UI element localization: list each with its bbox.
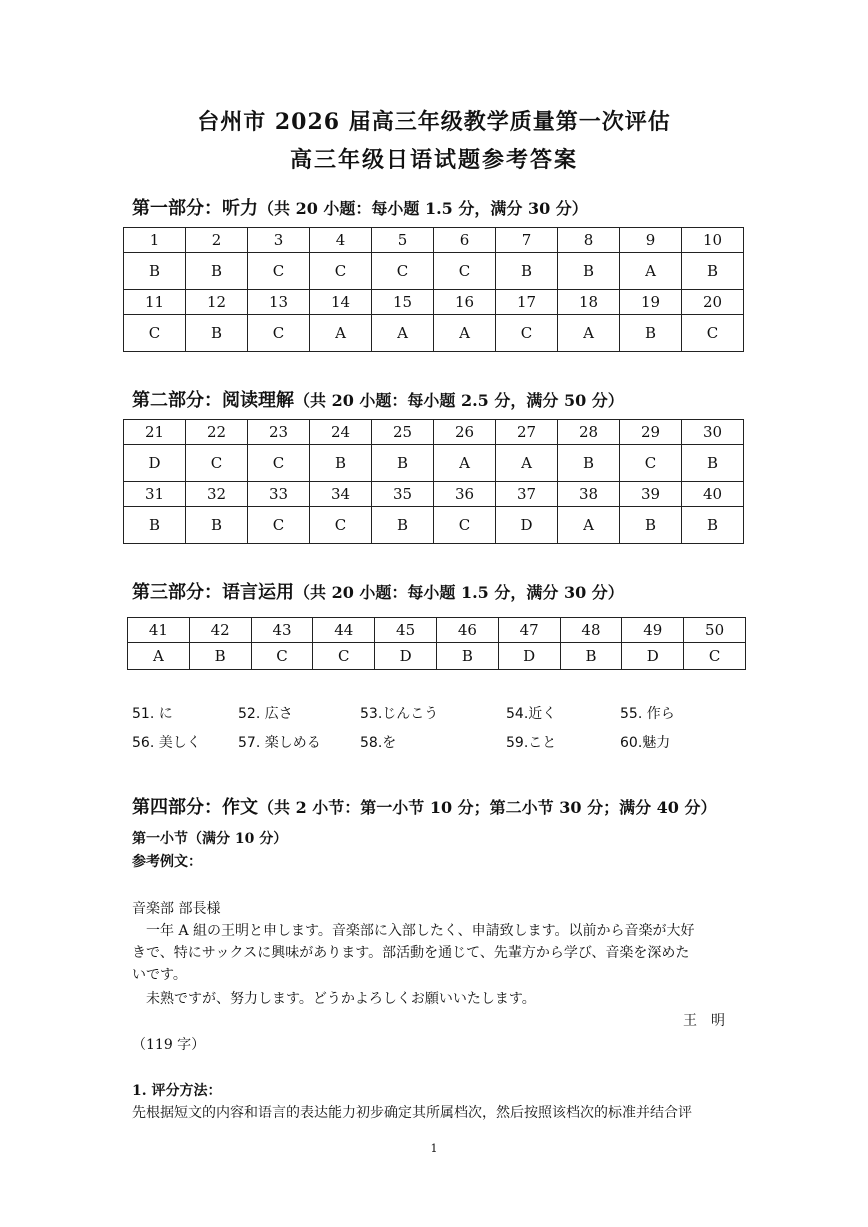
essay-signature: 王 明 bbox=[683, 1013, 725, 1029]
question-number: 3 bbox=[248, 228, 310, 253]
answer-cell: A bbox=[558, 315, 620, 352]
fill-answer: 57. 楽しめる bbox=[238, 735, 321, 751]
language-use-answer-table bbox=[127, 617, 746, 670]
question-number: 15 bbox=[372, 290, 434, 315]
answer-cell: A bbox=[558, 507, 620, 544]
section-2-title: 第二部分：阅读理解 bbox=[132, 390, 294, 411]
word-count: （119 字） bbox=[132, 1037, 206, 1053]
subsection-heading: 第一小节（满分 10 分） bbox=[132, 831, 288, 847]
question-number: 43 bbox=[251, 618, 313, 643]
question-number: 48 bbox=[560, 618, 622, 643]
answer-cell: B bbox=[186, 507, 248, 544]
question-number: 5 bbox=[372, 228, 434, 253]
answer-cell: C bbox=[434, 253, 496, 290]
answer-cell: B bbox=[124, 507, 186, 544]
answer-cell: A bbox=[434, 445, 496, 482]
answer-cell: B bbox=[558, 253, 620, 290]
question-number: 45 bbox=[375, 618, 437, 643]
question-number: 40 bbox=[682, 482, 744, 507]
document-subtitle: 高三年级日语试题参考答案 bbox=[289, 147, 578, 173]
answer-cell: C bbox=[248, 315, 310, 352]
answer-cell: A bbox=[128, 643, 190, 670]
question-number: 23 bbox=[248, 420, 310, 445]
answer-cell: B bbox=[372, 507, 434, 544]
question-number: 49 bbox=[622, 618, 684, 643]
question-number: 22 bbox=[186, 420, 248, 445]
question-number: 35 bbox=[372, 482, 434, 507]
question-number: 46 bbox=[436, 618, 498, 643]
question-number: 13 bbox=[248, 290, 310, 315]
table-row bbox=[124, 420, 744, 445]
essay-addressee: 音楽部 部長様 bbox=[132, 901, 221, 917]
section-1-title: 第一部分：听力 bbox=[132, 198, 258, 219]
table-row bbox=[124, 253, 744, 290]
fill-answer: 56. 美しく bbox=[132, 735, 201, 751]
fill-answer: 53.じんこう bbox=[360, 706, 439, 722]
section-3-detail: （共 20 小题：每小题 1.5 分，满分 30 分） bbox=[294, 583, 624, 602]
question-number: 16 bbox=[434, 290, 496, 315]
question-number: 1 bbox=[124, 228, 186, 253]
scoring-heading: 1. 评分方法： bbox=[132, 1083, 222, 1099]
question-number: 50 bbox=[684, 618, 746, 643]
question-number: 10 bbox=[682, 228, 744, 253]
answer-cell: B bbox=[310, 445, 372, 482]
question-number: 31 bbox=[124, 482, 186, 507]
answer-cell: C bbox=[496, 315, 558, 352]
table-row bbox=[124, 290, 744, 315]
answer-cell: B bbox=[186, 253, 248, 290]
answer-cell: D bbox=[375, 643, 437, 670]
answer-cell: C bbox=[434, 507, 496, 544]
answer-cell: C bbox=[684, 643, 746, 670]
answer-cell: D bbox=[498, 643, 560, 670]
question-number: 19 bbox=[620, 290, 682, 315]
answer-cell: C bbox=[124, 315, 186, 352]
question-number: 37 bbox=[496, 482, 558, 507]
answer-cell: C bbox=[620, 445, 682, 482]
question-number: 21 bbox=[124, 420, 186, 445]
answer-cell: B bbox=[682, 507, 744, 544]
answer-cell: B bbox=[189, 643, 251, 670]
answer-cell: C bbox=[310, 507, 372, 544]
question-number: 12 bbox=[186, 290, 248, 315]
answer-cell: B bbox=[372, 445, 434, 482]
answer-cell: B bbox=[682, 445, 744, 482]
question-number: 11 bbox=[124, 290, 186, 315]
question-number: 47 bbox=[498, 618, 560, 643]
question-number: 2 bbox=[186, 228, 248, 253]
question-number: 42 bbox=[189, 618, 251, 643]
answer-cell: B bbox=[496, 253, 558, 290]
question-number: 20 bbox=[682, 290, 744, 315]
sample-essay-label: 参考例文： bbox=[132, 854, 202, 870]
answer-cell: C bbox=[310, 253, 372, 290]
answer-cell: B bbox=[436, 643, 498, 670]
question-number: 38 bbox=[558, 482, 620, 507]
scoring-text: 先根据短文的内容和语言的表达能力初步确定其所属档次，然后按照该档次的标准并结合评 bbox=[132, 1105, 692, 1121]
answer-cell: D bbox=[124, 445, 186, 482]
answer-cell: A bbox=[372, 315, 434, 352]
question-number: 34 bbox=[310, 482, 372, 507]
section-4-detail: （共 2 小节：第一小节 10 分；第二小节 30 分；满分 40 分） bbox=[258, 798, 717, 817]
fill-answer: 54.近く bbox=[506, 706, 557, 722]
essay-line: いです。 bbox=[132, 967, 187, 983]
essay-line: 未熟ですが、努力します。どうかよろしくお願いいたします。 bbox=[132, 991, 536, 1007]
answer-cell: B bbox=[186, 315, 248, 352]
section-1-detail: （共 20 小题：每小题 1.5 分，满分 30 分） bbox=[258, 199, 588, 218]
table-row bbox=[124, 482, 744, 507]
answer-cell: C bbox=[251, 643, 313, 670]
section-3-title: 第三部分：语言运用 bbox=[132, 582, 294, 603]
answer-cell: C bbox=[682, 315, 744, 352]
question-number: 28 bbox=[558, 420, 620, 445]
question-number: 25 bbox=[372, 420, 434, 445]
table-row bbox=[124, 445, 744, 482]
question-number: 7 bbox=[496, 228, 558, 253]
answer-cell: A bbox=[620, 253, 682, 290]
section-4-title: 第四部分：作文 bbox=[132, 797, 258, 818]
question-number: 30 bbox=[682, 420, 744, 445]
answer-cell: B bbox=[620, 315, 682, 352]
answer-cell: D bbox=[496, 507, 558, 544]
question-number: 9 bbox=[620, 228, 682, 253]
section-2-heading bbox=[132, 386, 624, 412]
section-3-heading bbox=[132, 578, 624, 604]
question-number: 26 bbox=[434, 420, 496, 445]
fill-answer: 58.を bbox=[360, 735, 397, 751]
fill-answer: 52. 広さ bbox=[238, 706, 293, 722]
answer-cell: A bbox=[310, 315, 372, 352]
page-number: 1 bbox=[430, 1142, 438, 1155]
question-number: 33 bbox=[248, 482, 310, 507]
table-row bbox=[128, 618, 746, 643]
answer-cell: C bbox=[186, 445, 248, 482]
table-row bbox=[124, 315, 744, 352]
reading-answer-table bbox=[123, 419, 744, 544]
question-number: 32 bbox=[186, 482, 248, 507]
question-number: 27 bbox=[496, 420, 558, 445]
answer-cell: A bbox=[496, 445, 558, 482]
section-4-heading bbox=[132, 793, 717, 819]
section-2-detail: （共 20 小题：每小题 2.5 分，满分 50 分） bbox=[294, 391, 624, 410]
table-row bbox=[128, 643, 746, 670]
question-number: 41 bbox=[128, 618, 190, 643]
answer-cell: B bbox=[620, 507, 682, 544]
essay-line: きで、特にサックスに興味があります。部活動を通じて、先輩方から学び、音楽を深めた bbox=[132, 945, 690, 961]
question-number: 18 bbox=[558, 290, 620, 315]
answer-cell: A bbox=[434, 315, 496, 352]
answer-cell: B bbox=[558, 445, 620, 482]
table-row bbox=[124, 507, 744, 544]
answer-cell: C bbox=[313, 643, 375, 670]
document-title: 台州市 2026 届高三年级教学质量第一次评估 bbox=[197, 109, 671, 135]
question-number: 44 bbox=[313, 618, 375, 643]
fill-answer: 55. 作ら bbox=[620, 706, 675, 722]
section-1-heading bbox=[132, 194, 588, 220]
table-row bbox=[124, 228, 744, 253]
answer-cell: B bbox=[682, 253, 744, 290]
question-number: 29 bbox=[620, 420, 682, 445]
answer-cell: B bbox=[560, 643, 622, 670]
question-number: 36 bbox=[434, 482, 496, 507]
answer-cell: B bbox=[124, 253, 186, 290]
question-number: 17 bbox=[496, 290, 558, 315]
essay-line: 一年 A 組の王明と申します。音楽部に入部したく、申請致します。以前から音楽が大好 bbox=[132, 923, 695, 939]
question-number: 6 bbox=[434, 228, 496, 253]
answer-cell: C bbox=[372, 253, 434, 290]
fill-answer: 51. に bbox=[132, 706, 173, 722]
listening-answer-table bbox=[123, 227, 744, 352]
answer-cell: C bbox=[248, 445, 310, 482]
question-number: 14 bbox=[310, 290, 372, 315]
question-number: 39 bbox=[620, 482, 682, 507]
answer-cell: C bbox=[248, 507, 310, 544]
answer-cell: D bbox=[622, 643, 684, 670]
fill-answer: 60.魅力 bbox=[620, 735, 671, 751]
question-number: 24 bbox=[310, 420, 372, 445]
answer-cell: C bbox=[248, 253, 310, 290]
fill-answer: 59.こと bbox=[506, 735, 557, 751]
question-number: 8 bbox=[558, 228, 620, 253]
question-number: 4 bbox=[310, 228, 372, 253]
